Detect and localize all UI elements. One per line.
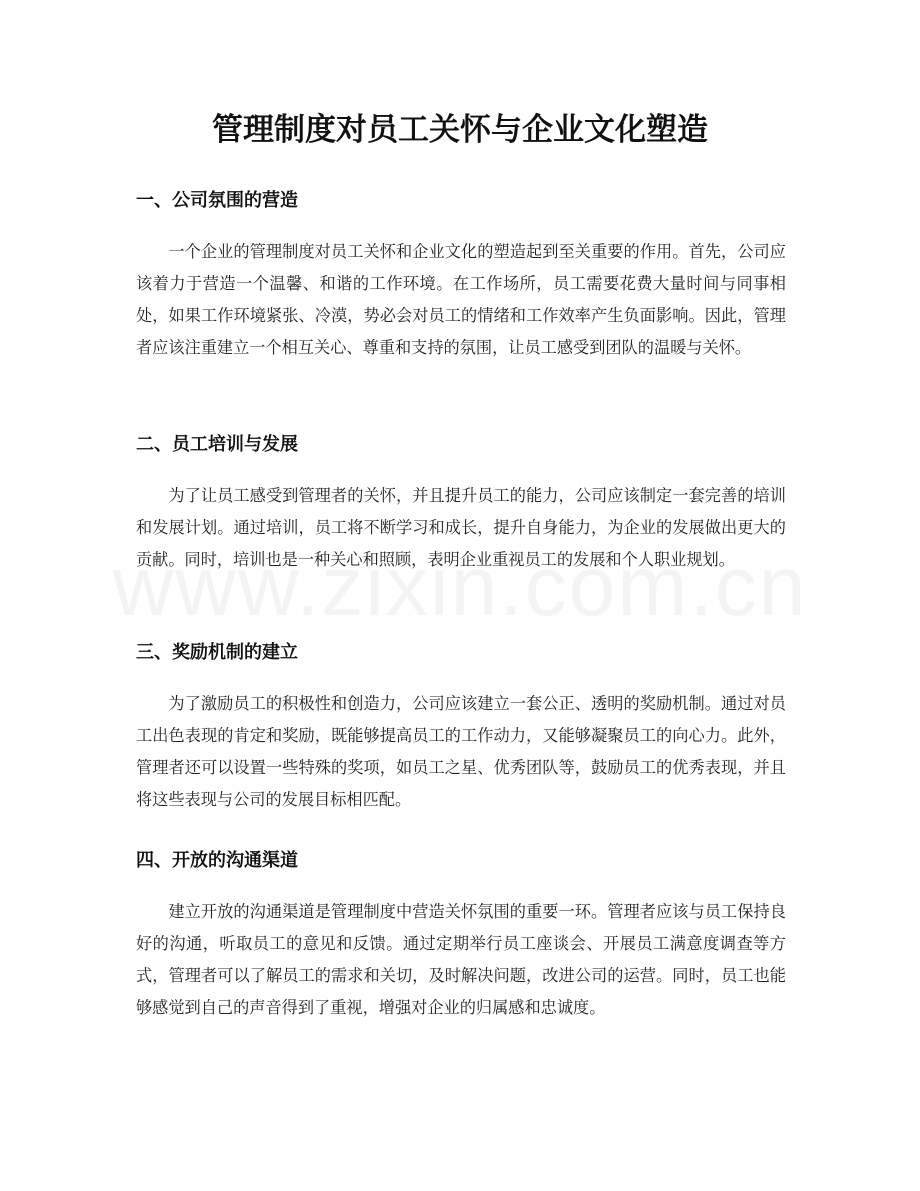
section-training (136, 432, 786, 576)
section-rewards (136, 640, 786, 816)
section-paragraph: 为了让员工感受到管理者的关怀，并且提升员工的能力，公司应该制定一套完善的培训和发展计划。通过培训，员工将不断学习和成长，提升自身能力，为企业的发展做出更大的贡献。同时，培训也是一种关心和照顾，表明企业重视员工的发展和个人职业规划。 (136, 486, 786, 569)
section-heading: 四、开放的沟通渠道 (136, 850, 298, 871)
section-paragraph: 一个企业的管理制度对员工关怀和企业文化的塑造起到至关重要的作用。首先，公司应该着力于营造一个温馨、和谐的工作环境。在工作场所，员工需要花费大量时间与同事相处，如果工作环境紧张、冷漠，势必会对员工的情绪和工作效率产生负面影响。因此，管理者应该注重建立一个相互关心、尊重和支持的氛围，让员工感受到团队的温暖与关怀。 (136, 242, 786, 357)
section-heading: 一、公司氛围的营造 (136, 190, 298, 211)
section-paragraph: 为了激励员工的积极性和创造力，公司应该建立一套公正、透明的奖励机制。通过对员工出色表现的肯定和奖励，既能够提高员工的工作动力，又能够凝聚员工的向心力。此外，管理者还可以设置一些特殊的奖项，如员工之星、优秀团队等，鼓励员工的优秀表现，并且将这些表现与公司的发展目标相匹配。 (136, 694, 786, 809)
section-atmosphere (136, 188, 786, 364)
section-heading: 三、奖励机制的建立 (136, 642, 298, 663)
page-title: 管理制度对员工关怀与企业文化塑造 (212, 112, 708, 148)
section-paragraph: 建立开放的沟通渠道是管理制度中营造关怀氛围的重要一环。管理者应该与员工保持良好的沟通，听取员工的意见和反馈。通过定期举行员工座谈会、开展员工满意度调查等方式，管理者可以了解员工的需求和关切，及时解决问题，改进公司的运营。同时，员工也能够感觉到自己的声音得到了重视，增强对企业的归属感和忠诚度。 (136, 902, 786, 1017)
section-communication (136, 848, 786, 1024)
section-heading: 二、员工培训与发展 (136, 434, 298, 455)
